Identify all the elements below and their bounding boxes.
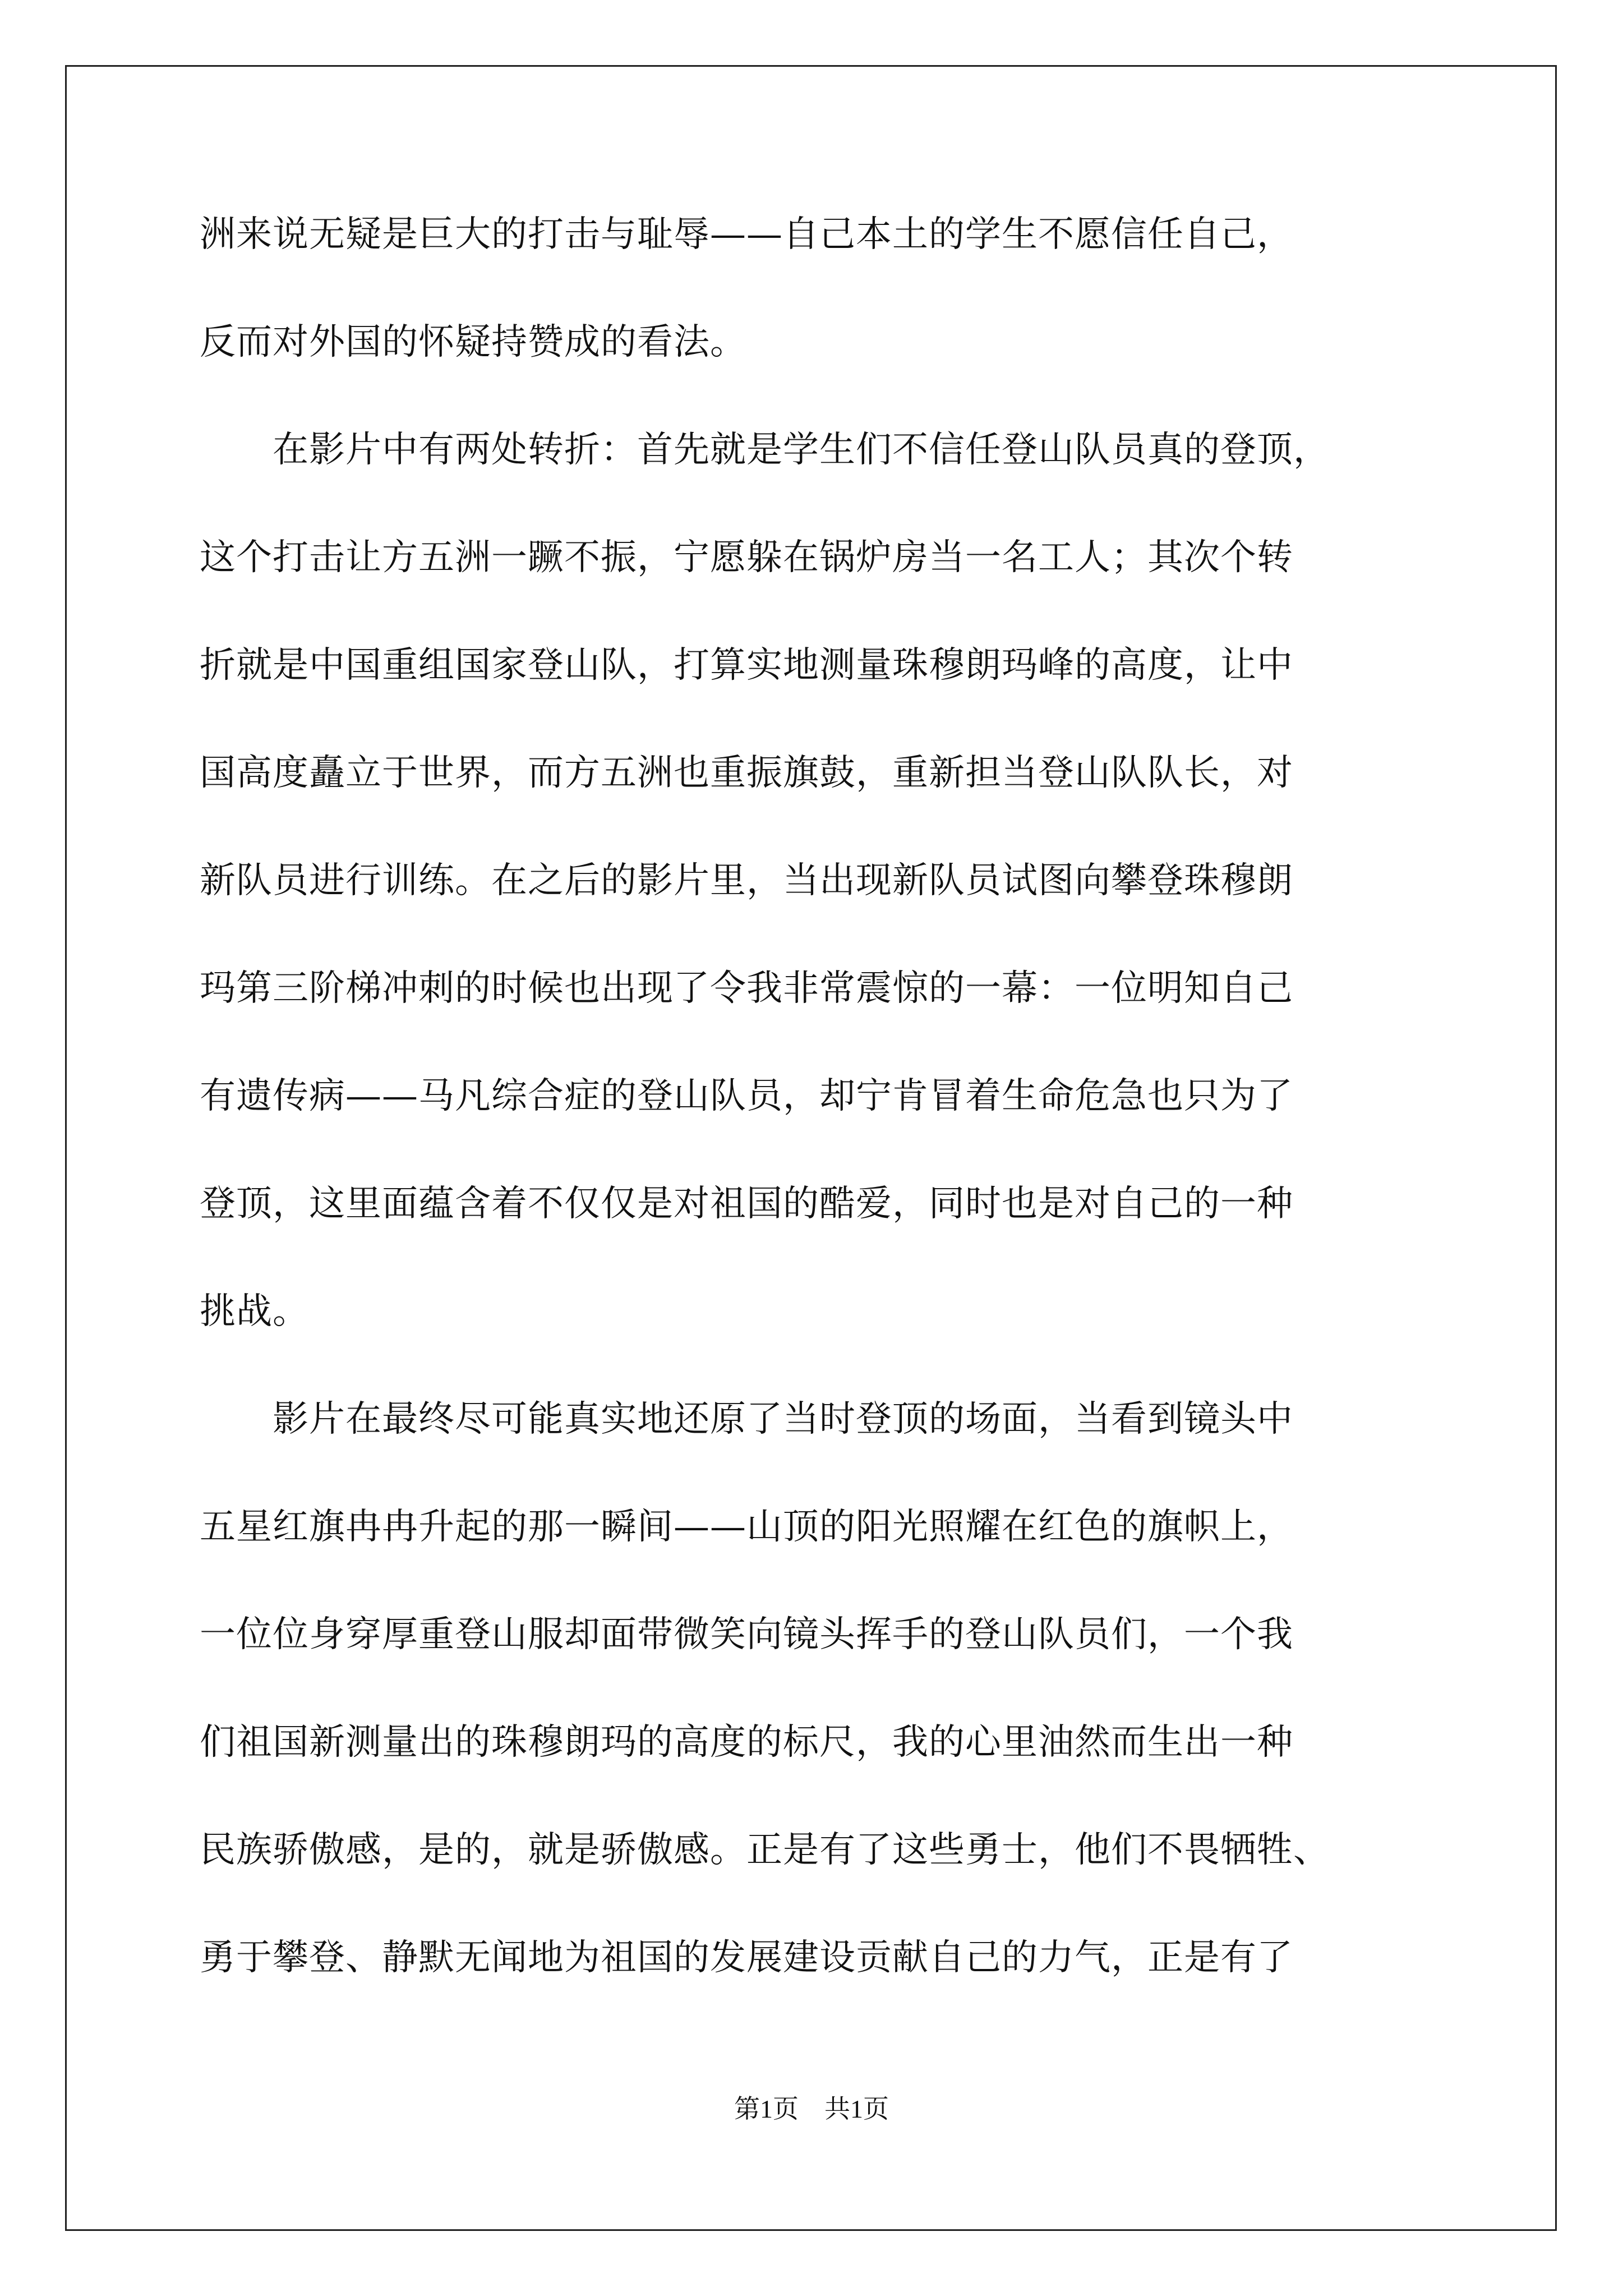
text-line: 一位位身穿厚重登山服却面带微笑向镜头挥手的登山队员们，一个我 [200, 1614, 1293, 1655]
text-line: 五星红旗冉冉升起的那一瞬间——山顶的阳光照耀在红色的旗帜上， [200, 1506, 1293, 1548]
text-line: 玛第三阶梯冲刺的时候也出现了令我非常震惊的一幕：一位明知自己 [200, 968, 1293, 1009]
text-line: 挑战。 [200, 1291, 309, 1332]
text-line: 折就是中国重组国家登山队，打算实地测量珠穆朗玛峰的高度，让中 [200, 645, 1293, 686]
text-line: 们祖国新测量出的珠穆朗玛的高度的标尺，我的心里油然而生出一种 [200, 1722, 1293, 1763]
paragraph-start-line: 在影片中有两处转折：首先就是学生们不信任登山队员真的登顶， [200, 429, 1330, 471]
page-border [65, 65, 1557, 2231]
text-line: 这个打击让方五洲一蹶不振，宁愿躲在锅炉房当一名工人；其次个转 [200, 537, 1293, 578]
text-line: 新队员进行训练。在之后的影片里，当出现新队员试图向攀登珠穆朗 [200, 860, 1293, 901]
text-line: 民族骄傲感，是的，就是骄傲感。正是有了这些勇士，他们不畏牺牲、 [200, 1829, 1330, 1871]
paragraph-start-line: 影片在最终尽可能真实地还原了当时登顶的场面，当看到镜头中 [200, 1398, 1293, 1440]
text-line: 国高度矗立于世界，而方五洲也重振旗鼓，重新担当登山队队长，对 [200, 752, 1293, 794]
page-number-footer: 第1页 共1页 [734, 2095, 889, 2123]
text-line: 洲来说无疑是巨大的打击与耻辱——自己本土的学生不愿信任自己， [200, 214, 1293, 255]
text-line: 勇于攀登、静默无闻地为祖国的发展建设贡献自己的力气，正是有了 [200, 1937, 1293, 1978]
text-line: 反而对外国的怀疑持赞成的看法。 [200, 321, 746, 363]
text-line: 登顶，这里面蕴含着不仅仅是对祖国的酷爱，同时也是对自己的一种 [200, 1183, 1293, 1225]
text-line: 有遗传病——马凡综合症的登山队员，却宁肯冒着生命危急也只为了 [200, 1075, 1293, 1117]
